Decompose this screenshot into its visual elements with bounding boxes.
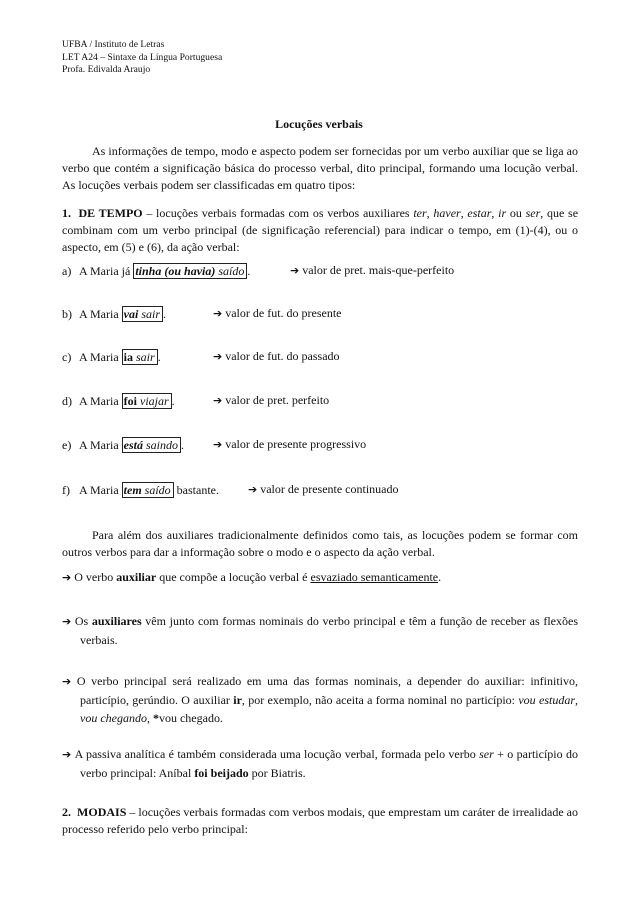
auxiliary-verb: tinha (ou havia) [135, 264, 216, 278]
conjunction: ou [506, 206, 526, 220]
bullet-text: vou chegado. [158, 711, 223, 725]
example-subject: A Maria [79, 483, 122, 497]
auxiliary-verb: ia [123, 350, 133, 364]
auxiliary-verb: vai [123, 307, 139, 321]
value-text: valor de fut. do passado [225, 349, 340, 363]
underlined-term: esvaziado semanticamente [310, 570, 439, 584]
example-c-value [213, 349, 340, 364]
arrow-right-icon: ➔ [62, 748, 72, 761]
bullet-text: , [575, 693, 578, 707]
example-e-value [213, 437, 366, 452]
example-a [62, 263, 250, 279]
header-professor: Profa. Edivalda Araujo [62, 64, 151, 75]
example-d-value [213, 393, 329, 408]
example-b-value [213, 306, 342, 321]
example-end: . [171, 394, 175, 408]
arrow-right-icon: ➔ [213, 438, 223, 451]
bullet-auxiliares [62, 612, 578, 649]
section-1-number: 1. [62, 206, 71, 220]
bullet-text: que compõe a locução verbal é [156, 570, 311, 584]
example-end: . [163, 307, 167, 321]
verb-ser: ser [525, 206, 541, 220]
value-text: valor de pret. mais-que-perfeito [299, 263, 455, 277]
example-b [62, 306, 166, 322]
arrow-right-icon: ➔ [248, 483, 258, 496]
verb-ter: ter [413, 206, 427, 220]
main-verb: sair [136, 350, 155, 364]
bullet-text: Os [74, 614, 92, 628]
example-subject: A Maria [79, 438, 122, 452]
italic-verb: ser [479, 747, 494, 761]
bullet-text: , por exemplo, não aceita a forma nominal no particípio: [241, 693, 519, 707]
bullet-text: + o particípio do verbo principal: Aníbal [80, 747, 579, 780]
section-2-heading: MODAIS [77, 805, 127, 819]
section-1-paragraph [62, 205, 578, 256]
comma: , [460, 206, 468, 220]
example-letter: f) [62, 483, 70, 497]
example-d [62, 393, 175, 409]
header-course: LET A24 – Sintaxe da Língua Portuguesa [62, 51, 223, 63]
bullet-text: A passiva analítica é também considerada uma locução verbal, formada pelo verbo [74, 747, 480, 761]
bullet-auxiliar [62, 568, 578, 587]
bullet-text: O verbo [74, 570, 117, 584]
verb-estar: estar [467, 206, 492, 220]
example-letter: e) [62, 438, 72, 452]
example-letter: a) [62, 264, 72, 278]
bold-term: auxiliares [91, 614, 142, 628]
section-1-text-end: , que se combinam com um verbo principal (de significação referencial) para indicar o tempo, em (1)-(4), ou o aspecto, em (5) e (6), da ação verbal: [62, 206, 579, 254]
document-header [62, 39, 222, 77]
verb-locution-box [122, 393, 172, 409]
italic-example: vou estudar [518, 693, 575, 707]
arrow-right-icon: ➔ [62, 675, 72, 688]
verb-locution-box [122, 349, 158, 365]
main-verb: saindo [146, 438, 179, 452]
example-c [62, 349, 161, 365]
arrow-right-icon: ➔ [213, 307, 223, 320]
italic-example: vou chegando [80, 711, 147, 725]
bold-term: ir [233, 693, 242, 707]
arrow-right-icon: ➔ [213, 350, 223, 363]
example-letter: d) [62, 394, 72, 408]
value-text: valor de pret. perfeito [225, 393, 330, 407]
example-subject: A Maria [79, 394, 122, 408]
example-f [62, 482, 219, 498]
bullet-text: . [438, 570, 442, 584]
example-a-value [290, 263, 454, 278]
main-verb: viajar [140, 394, 169, 408]
section-2-text: – locuções verbais formadas com verbos modais, que emprestam um caráter de irrealidade ao processo referido pelo verbo principal: [62, 805, 578, 836]
bullet-text: O verbo principal será realizado em uma das formas nominais, a depender do auxiliar: infinitivo, particípio, gerúndio. O auxiliar [76, 674, 579, 707]
auxiliary-verb: tem [123, 483, 142, 497]
value-text: valor de presente continuado [260, 482, 399, 496]
verb-locution-box [122, 306, 163, 322]
example-subject: A Maria [79, 307, 122, 321]
value-text: valor de fut. do presente [225, 306, 342, 320]
example-f-value [248, 482, 399, 497]
example-end: . [247, 264, 251, 278]
verb-locution-box [133, 263, 247, 279]
example-letter: b) [62, 307, 72, 321]
example-subject: A Maria já [79, 264, 134, 278]
bullet-text: , [146, 711, 153, 725]
verb-locution-box [122, 482, 174, 498]
bullet-text: por Biatris. [248, 766, 306, 780]
bold-term: auxiliar [116, 570, 157, 584]
verb-locution-box [122, 437, 181, 453]
header-institution: UFBA / Instituto de Letras [62, 39, 165, 50]
example-end: . [181, 438, 185, 452]
auxiliary-verb: foi [123, 394, 137, 408]
auxiliary-paragraph: Para além dos auxiliares tradicionalmente definidos como tais, as locuções podem se formar com outros verbos para dar a informação sobre o modo e o aspecto da ação verbal. [62, 528, 578, 559]
auxiliary-verb: está [123, 438, 143, 452]
section-1-text: – locuções verbais formadas com os verbos auxiliares [142, 206, 414, 220]
bold-term: foi beijado [194, 766, 249, 780]
example-e [62, 437, 184, 453]
intro-paragraph: As informações de tempo, modo e aspecto podem ser fornecidas por um verbo auxiliar que se liga ao verbo que contém a significação básica do processo verbal, dito principal, formando uma locução verbal. As locuções verbais podem ser classificadas em quatro tipos: [62, 144, 578, 192]
verb-haver: haver [433, 206, 461, 220]
main-verb: sair [141, 307, 161, 321]
comma: , [426, 206, 434, 220]
page-title: Locuções verbais [275, 117, 363, 131]
value-text: valor de presente progressivo [225, 437, 367, 451]
main-verb: saído [144, 483, 171, 497]
arrow-right-icon: ➔ [62, 615, 72, 628]
comma: , [491, 206, 499, 220]
arrow-right-icon: ➔ [62, 571, 72, 584]
bullet-passiva [62, 745, 578, 782]
asterisk-mark: * [152, 711, 159, 725]
example-end: bastante. [173, 483, 219, 497]
example-letter: c) [62, 350, 72, 364]
example-subject: A Maria [79, 350, 122, 364]
arrow-right-icon: ➔ [290, 264, 300, 277]
section-2-number: 2. [62, 805, 71, 819]
bullet-verbo-principal [62, 672, 578, 727]
section-2-paragraph [62, 804, 578, 838]
section-1-heading: DE TEMPO [78, 206, 143, 220]
arrow-right-icon: ➔ [213, 394, 223, 407]
example-end: . [157, 350, 161, 364]
verb-ir: ir [498, 206, 507, 220]
bullet-text: vêm junto com formas nominais do verbo principal e têm a função de receber as flexões verbais. [80, 614, 578, 647]
main-verb: saído [218, 264, 245, 278]
